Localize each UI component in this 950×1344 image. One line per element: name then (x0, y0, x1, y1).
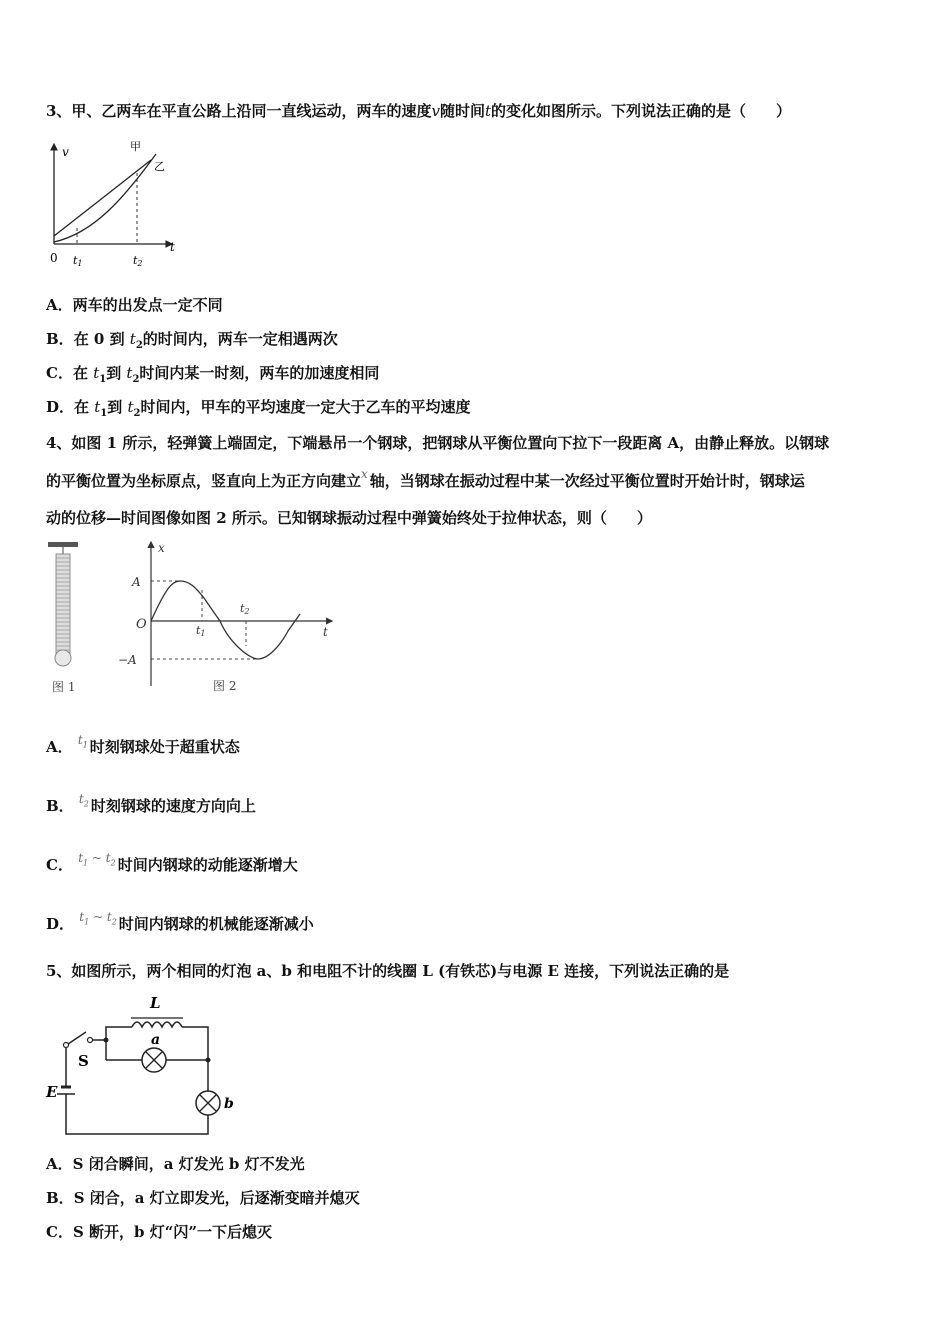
q5-circuit-diagram (40, 990, 250, 1140)
q3-option-d[interactable] (46, 396, 471, 419)
q3-option-a-text: 两车的出发点一定不同 (72, 296, 223, 314)
q5-option-b-letter: B． (46, 1189, 74, 1207)
q4-option-a-letter: A． (46, 738, 73, 756)
q5-label-s: S (78, 1052, 89, 1070)
q4-option-a-text: 时刻钢球处于超重状态 (89, 738, 240, 756)
q3-option-d-sub1: 1 (100, 408, 108, 419)
q5-option-b-text: S 闭合，a 灯立即发光，后逐渐变暗并熄灭 (73, 1189, 360, 1207)
q3-origin-label: 0 (50, 251, 58, 265)
q3-curve-jia (54, 154, 156, 242)
q4-origin-label: O (136, 617, 147, 632)
q3-option-d-text: 时间内，甲车的平均速度一定大于乙车的平均速度 (140, 398, 471, 416)
q3-option-d-pre: 在 (74, 398, 95, 416)
q4-stem-line3: 动的位移—时间图像如图 2 所示。已知钢球振动过程中弹簧始终处于拉伸状态，则（ ） (46, 509, 652, 527)
q5-wire-bottom (66, 1094, 208, 1134)
q3-option-a[interactable] (46, 294, 223, 315)
q4-option-c-text: 时间内钢球的动能逐渐增大 (117, 856, 298, 874)
q3-label-jia: 甲 (130, 140, 141, 153)
q5-label-e: E (46, 1083, 58, 1101)
q5-option-c-letter: C． (46, 1223, 73, 1241)
q5-option-a[interactable] (46, 1153, 305, 1174)
q4-x-label: x (158, 541, 165, 555)
q3-option-b-sym: t (129, 330, 136, 348)
q5-option-b[interactable] (46, 1187, 360, 1208)
q3-line-yi (54, 160, 151, 236)
q4-t-label: t (323, 625, 328, 639)
q4-steel-ball (55, 650, 71, 666)
q3-option-d-sym2: t (127, 398, 134, 416)
q4-spring-support (48, 542, 78, 547)
q4-stem-line2-b: 轴，当钢球在振动过程中某一次经过平衡位置时开始计时，钢球运 (369, 472, 805, 490)
q5-switch-pivot (64, 1043, 69, 1048)
q3-option-c-letter: C． (46, 364, 73, 382)
q3-stem-part2: 随时间 (439, 102, 485, 120)
q5-label-a: a (151, 1032, 161, 1048)
q4-spring-coil (56, 554, 70, 654)
q4-stem-line2 (46, 467, 805, 491)
q3-velocity-time-graph (44, 138, 184, 270)
q4-spring-figure (44, 540, 94, 700)
q4-t2-label: t2 (240, 602, 250, 616)
q5-stem: 5、如图所示，两个相同的灯泡 a、b 和电阻不计的线圈 L (有铁芯)与电源 E 连接，下列说法正确的是 (46, 962, 730, 980)
q5-wire-top-left (106, 1027, 132, 1040)
q4-stem-symbol-x: x (361, 467, 368, 481)
q3-option-d-letter: D． (46, 398, 75, 416)
q3-option-c-sub1: 1 (99, 374, 107, 385)
q5-option-a-text: S 闭合瞬间，a 灯发光 b 灯不发光 (72, 1155, 305, 1173)
q5-option-c-text: S 断开，b 灯“闪”一下后熄灭 (72, 1223, 272, 1241)
q3-t2-label: t2 (133, 254, 143, 268)
q4-neg-amplitude-label: −A (118, 653, 137, 667)
q4-fig1-label: 图 1 (52, 680, 76, 694)
q4-option-c-letter: C． (46, 856, 73, 874)
q4-option-a-symbol: t1 (77, 733, 88, 750)
q4-option-b-symbol: t2 (78, 792, 89, 809)
q5-option-a-letter: A． (46, 1155, 73, 1173)
q3-t1-label: t1 (73, 254, 83, 268)
q3-option-a-letter: A． (46, 296, 73, 314)
q3-option-d-sym1: t (94, 398, 101, 416)
q3-stem-symbol-v: v (431, 102, 440, 120)
q3-label-yi: 乙 (154, 160, 165, 173)
q4-fig2-label: 图 2 (213, 679, 237, 693)
q4-amplitude-label: A (132, 575, 141, 589)
q4-option-c-symbol: t1 ~ t2 (78, 851, 116, 868)
q3-option-c-sym2: t (126, 364, 133, 382)
q3-stem-part3: 的变化如图所示。下列说法正确的是（ ） (490, 102, 791, 120)
q4-option-b[interactable] (46, 792, 256, 816)
q3-option-c-mid: 到 (106, 364, 127, 382)
q4-t1-label: t1 (196, 624, 206, 638)
q4-stem-line1: 4、如图 1 所示，轻弹簧上端固定，下端悬吊一个钢球，把钢球从平衡位置向下拉下一段距离 A，由静止释放。以钢球 (46, 434, 830, 452)
q3-option-d-mid: 到 (107, 398, 128, 416)
q3-option-b-sub: 2 (135, 340, 143, 351)
q4-option-a[interactable] (46, 733, 240, 757)
q5-label-b: b (224, 1096, 234, 1112)
q4-displacement-time-graph (110, 536, 342, 694)
q4-option-c[interactable] (46, 851, 298, 875)
q4-option-d-text: 时间内钢球的机械能逐渐减小 (118, 915, 314, 933)
q4-option-b-text: 时刻钢球的速度方向向上 (90, 797, 256, 815)
q3-option-b-letter: B． (46, 330, 74, 348)
q5-label-l: L (150, 994, 161, 1012)
q4-stem-line2-a: 的平衡位置为坐标原点，竖直向上为正方向建立 (46, 472, 362, 490)
q3-option-c-text: 时间内某一时刻，两车的加速度相同 (139, 364, 380, 382)
q3-option-b-text: 的时间内，两车一定相遇两次 (142, 330, 338, 348)
q5-switch-contact (88, 1038, 93, 1043)
q3-v-label: v (62, 145, 69, 159)
q4-option-b-letter: B． (46, 797, 74, 815)
q4-option-d[interactable] (46, 910, 314, 934)
q3-stem (46, 100, 791, 121)
q5-wire-top-right (182, 1027, 208, 1060)
q3-stem-part1: 3、甲、乙两车在平直公路上沿同一直线运动，两车的速度 (46, 102, 432, 120)
q5-switch-blade[interactable] (68, 1032, 86, 1044)
q3-stem-symbol-t: t (484, 102, 491, 120)
q3-option-c-pre: 在 (72, 364, 94, 382)
q4-sine-curve (151, 581, 300, 659)
q3-option-c[interactable] (46, 362, 379, 385)
q4-option-d-symbol: t1 ~ t2 (79, 910, 117, 927)
q3-option-d-sub2: 2 (133, 408, 141, 419)
q3-option-c-sub2: 2 (132, 374, 140, 385)
q3-option-b[interactable] (46, 328, 338, 351)
q3-t-label: t (170, 240, 175, 254)
q4-option-d-letter: D． (46, 915, 75, 933)
q5-option-c[interactable] (46, 1221, 272, 1242)
q5-inductor-coil (132, 1022, 182, 1027)
q3-option-b-pre: 在 0 到 (73, 330, 130, 348)
q3-option-c-sym1: t (93, 364, 100, 382)
